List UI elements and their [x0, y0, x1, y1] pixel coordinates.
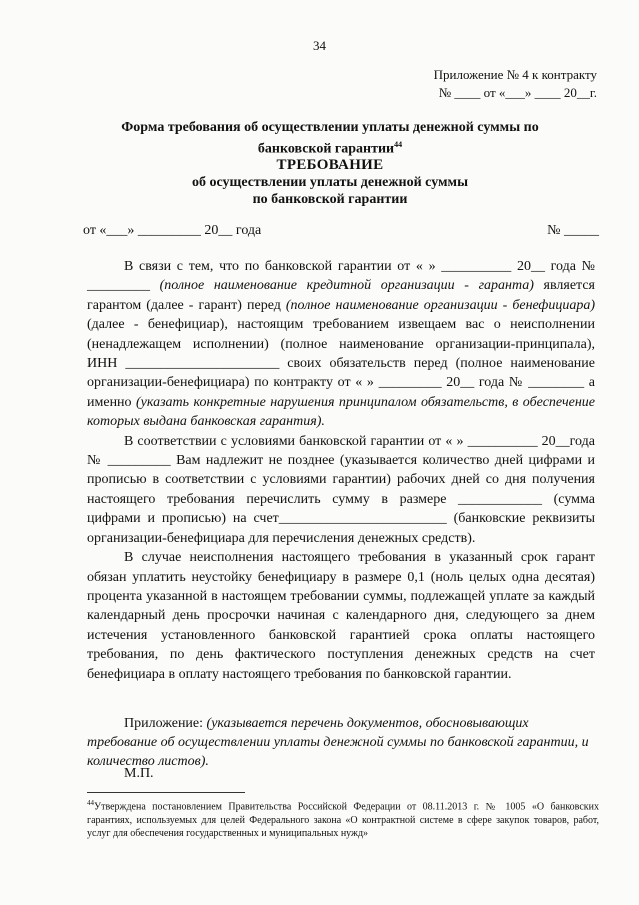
paragraph-2: В соответствии с условиями банковской гарантии от « » __________ 20__года № _________ Вам надлежит не позднее (указывается количество дней цифрами и прописью в соответствии с условиями гарантии) рабочих дней со дня получения настоящего требования перечислить сумму в размере ____________ (сумма цифрами и прописью) на счет________________________ (банковские реквизиты организации-бенефициара для перечисления денежных средств).	[87, 433, 595, 546]
footnote-ref: 44	[394, 140, 403, 149]
p1-text-a: В связи с тем, что по банковской гарантии от « » __________ 20__ года № _________	[87, 259, 595, 294]
p1-italic-f: (указать конкретные нарушения принципалом обязательств, в обеспечение которых выдана банковская гарантия).	[87, 394, 595, 430]
p1-italic-d: (полное наименование организации - бенефициара)	[285, 297, 595, 313]
p1-text-e: (далее - бенефициар), настоящим требованием извещаем вас о неисполнении (ненадлежащем исполнении) (полное наименование организации-принципала), ИНН ______________________ своих обязательств перед (полное наименование организации-бенефициара) по контракту от « » _________ 20__ года № ________ а именно	[87, 317, 595, 410]
appendix	[87, 714, 595, 771]
request-title	[90, 157, 570, 208]
annex-line-1: Приложение № 4 к контракту	[433, 67, 597, 82]
form-title	[90, 119, 570, 158]
annex-header	[434, 66, 597, 102]
appendix-paragraph	[87, 714, 595, 771]
footnote	[87, 797, 599, 841]
request-title-main: ТРЕБОВАНИЕ	[276, 157, 384, 173]
paragraph-1	[87, 257, 595, 432]
request-title-line-3: по банковской гарантии	[252, 192, 408, 207]
appendix-text: (указывается перечень документов, обосновывающих требование об осуществлении уплаты денежной суммы по банковской гарантии, и количество листов).	[87, 716, 589, 769]
footnote-number: 44	[87, 799, 94, 807]
p1-text-c: является гарантом (далее - гарант) перед	[87, 278, 595, 313]
stamp-place: М.П.	[124, 766, 154, 781]
form-title-text: Форма требования об осуществлении уплаты денежной суммы по банковской гарантии	[121, 120, 539, 157]
footnote-text: Утверждена постановлением Правительства Российской Федерации от 08.11.2013 г. № 1005 «О банковских гарантиях, используемых для целей Федерального закона «О контрактной системе в сфере закупок товаров, работ, услуг для обеспечения государственных и муниципальных нужд»	[87, 801, 599, 840]
request-body	[87, 257, 595, 684]
number-line: № _____	[547, 223, 599, 238]
paragraph-3: В случае неисполнения настоящего требования в указанный срок гарант обязан уплатить неустойку бенефициару в размере 0,1 (ноль целых одна десятая) процента указанной в настоящем требовании суммы, подлежащей уплате за каждый календарный день просрочки начиная с календарного дня, следующего за днем истечения установленного банковской гарантией срока оплаты настоящего требования, по день фактического поступления денежных средств на счет бенефициара в оплату настоящего требования по банковской гарантии.	[87, 550, 595, 682]
p1-italic-b: (полное наименование кредитной организации - гаранта)	[159, 278, 534, 294]
appendix-label: Приложение:	[124, 716, 207, 731]
request-title-line-2: об осуществлении уплаты денежной суммы	[191, 175, 469, 190]
annex-line-2: № ____ от «___» ____ 20__г.	[438, 85, 597, 100]
page-number: 34	[313, 38, 326, 53]
date-line: от «___» _________ 20__ года	[83, 223, 262, 238]
footnote-divider	[87, 792, 245, 793]
